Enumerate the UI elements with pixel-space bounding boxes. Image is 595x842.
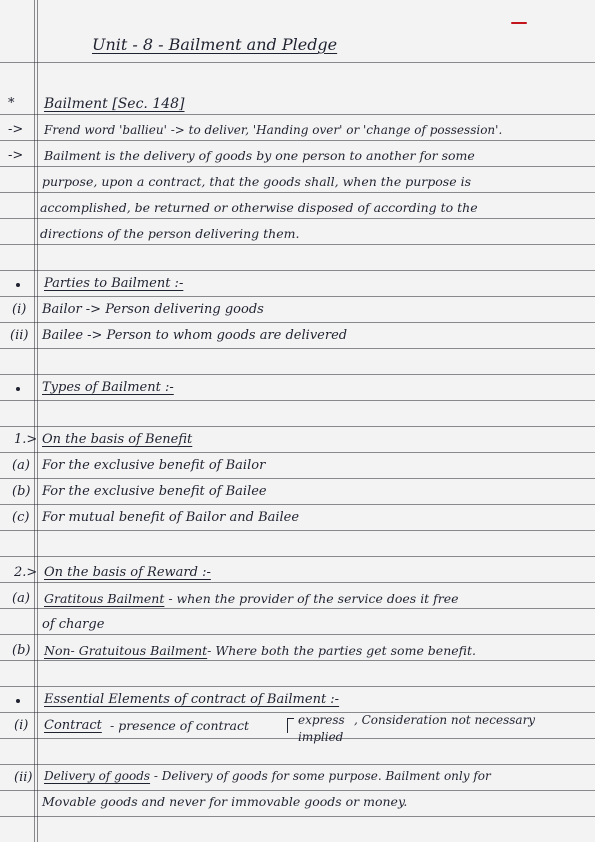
ruled-line [0, 816, 595, 817]
subheading-reward: On the basis of Reward :- [44, 565, 211, 580]
ruled-line [0, 582, 595, 583]
line-marker: -> [8, 122, 24, 137]
ruled-line [0, 348, 595, 349]
term-definition: - Delivery of goods for some purpose. Bailment only for [150, 769, 491, 783]
text-line: Bailor -> Person delivering goods [42, 302, 264, 317]
text-line: accomplished, be returned or otherwise disposed of according to the [40, 200, 478, 215]
line-marker: (i) [12, 302, 27, 317]
line-marker: 1.> [14, 432, 38, 447]
red-pen-mark [511, 22, 527, 24]
line-marker: -> [8, 148, 24, 163]
line-marker: (a) [12, 458, 30, 473]
ruled-line [0, 374, 595, 375]
text-line: For the exclusive benefit of Bailor [42, 458, 266, 473]
ruled-line [0, 192, 595, 193]
heading-bailment: Bailment [Sec. 148] [44, 96, 185, 112]
ruled-line [0, 504, 595, 505]
term-contract: Contract [44, 718, 102, 733]
line-marker: * [8, 96, 15, 111]
line-marker: (ii) [10, 328, 29, 343]
line-marker: (b) [12, 484, 31, 499]
ruled-line [0, 244, 595, 245]
text-line: Bailment is the delivery of goods by one person to another for some [44, 148, 475, 163]
ruled-line [0, 764, 595, 765]
bullet-dot [16, 699, 20, 703]
ruled-line [0, 296, 595, 297]
text-line: Frend word 'ballieu' -> to deliver, 'Handing over' or 'change of possession'. [44, 123, 503, 137]
text-line: For mutual benefit of Bailor and Bailee [42, 510, 300, 525]
ruled-line [0, 218, 595, 219]
text-line: For the exclusive benefit of Bailee [42, 484, 267, 499]
line-marker: (ii) [14, 770, 33, 785]
bullet-dot [16, 387, 20, 391]
ruled-line [0, 608, 595, 609]
line-marker: (b) [12, 643, 31, 658]
term-non-gratuitous: Non- Gratuitous Bailment [44, 643, 208, 658]
page-title: Unit - 8 - Bailment and Pledge [92, 35, 338, 54]
ruled-line [0, 556, 595, 557]
text-line: purpose, upon a contract, that the goods shall, when the purpose is [42, 174, 471, 189]
margin-line [34, 0, 35, 842]
line-marker: (a) [12, 591, 30, 606]
text-line: , Consideration not necessary [354, 713, 536, 727]
text-line: Movable goods and never for immovable goods or money. [42, 794, 408, 809]
text-express: express [298, 713, 345, 727]
ruled-line [0, 62, 595, 63]
ruled-line [0, 452, 595, 453]
text-line: directions of the person delivering them. [40, 226, 300, 241]
subheading-benefit: On the basis of Benefit [42, 432, 193, 447]
ruled-line [0, 634, 595, 635]
term-delivery: Delivery of goods [44, 769, 151, 783]
text-line [44, 768, 491, 784]
ruled-line [0, 322, 595, 323]
term-definition: - Where both the parties get some benefit. [207, 643, 476, 658]
ruled-line [0, 270, 595, 271]
ruled-line [0, 660, 595, 661]
line-marker: (c) [12, 510, 30, 525]
text-line: Bailee -> Person to whom goods are delivered [42, 328, 348, 343]
ruled-line [0, 686, 595, 687]
ruled-line [0, 140, 595, 141]
margin-line [37, 0, 38, 842]
heading-essential-elements: Essential Elements of contract of Bailment :- [44, 692, 340, 707]
text-line: - presence of contract [110, 718, 249, 733]
ruled-line [0, 400, 595, 401]
term-definition: - when the provider of the service does it free [164, 591, 459, 606]
line-marker: 2.> [14, 565, 38, 580]
ruled-line [0, 530, 595, 531]
term-gratuitous: Gratitous Bailment [44, 591, 165, 606]
line-marker: (i) [14, 718, 29, 733]
ruled-line [0, 166, 595, 167]
bullet-dot [16, 283, 20, 287]
ruled-line [0, 426, 595, 427]
ruled-line [0, 790, 595, 791]
text-line [44, 591, 459, 607]
text-line: of charge [42, 617, 105, 632]
ruled-line [0, 114, 595, 115]
heading-parties: Parties to Bailment :- [44, 276, 184, 291]
text-line [44, 643, 476, 659]
heading-types: Types of Bailment :- [42, 380, 174, 395]
ruled-line [0, 478, 595, 479]
branch-bracket [287, 718, 294, 733]
text-implied: implied [298, 730, 344, 744]
